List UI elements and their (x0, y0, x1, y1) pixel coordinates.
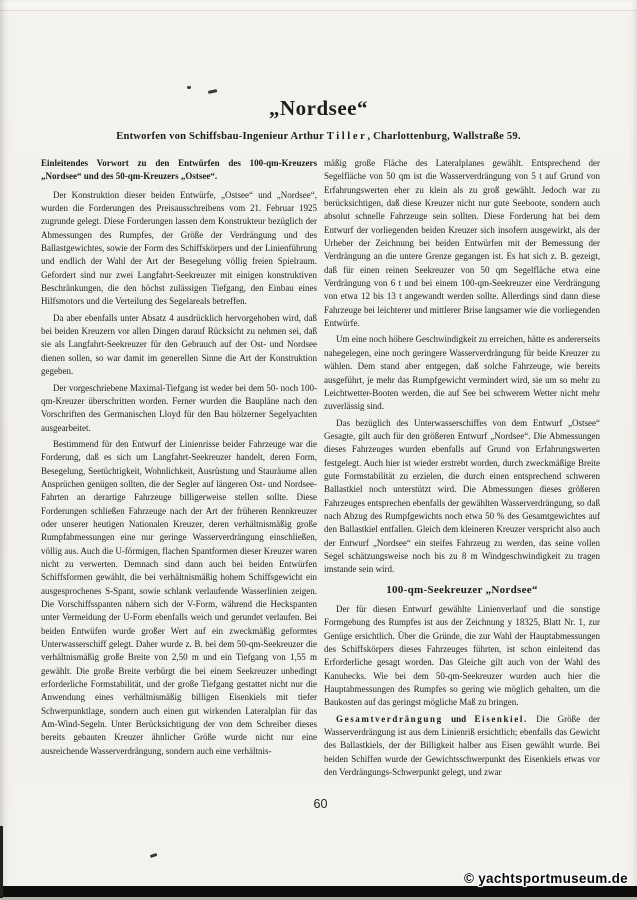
section-heading: 100-qm-Seekreuzer „Nordsee“ (386, 583, 538, 596)
page-subtitle (0, 131, 637, 142)
right-column (324, 157, 600, 782)
page-number: 60 (313, 797, 328, 811)
scan-top-edge (0, 10, 637, 11)
body-paragraph: Der vorgeschriebene Maximal-Tiefgang ist weder bei dem 50- noch 100-qm-Kreuzer überschritten worden. Ferner wurden die Baupläne nach den Vorschriften des Germanischen Lloyd für den Bau hölzerner Segelyachten ausgearbeitet. (41, 382, 317, 433)
body-paragraph: Bestimmend für den Entwurf der Linienrisse beider Fahrzeuge war die Forderung, daß es sich um Langfahrt-Seekreuzer handelt, deren Form, Besegelung, Seetüchtigkeit, Wohnlichkeit, Ausrüstung und Stauräume allen Ansprüchen genügen sollten, die der Segler auf längeren Ost- und Nordsee-Fahrten an derartige Fahrzeuge billigerweise stellen sollte. Diese Forderungen schließen Fahrzeuge nach der Art der früheren Rennkreuzer oder unserer heutigen Nationalen Kreuzer, deren verhältnismäßig große Rumpfabmessungen eine nur geringe Wasserverdrängung einschließen, völlig aus. Auch die U-förmigen, flachen Spantformen dieser Kreuzer waren nicht zu verwerten. Demnach sind dann auch bei beiden Entwürfen Schiffsformen gewählt, die bei verhältnismäßig hohem Schiffsgewicht ein ausgesprochenes S-Spant, sowie schlank verlaufende Wasserlinien zeigen. Die Vorschiffsspanten nähern sich der V-Form, während die Heckspanten unter Vermeidung der U-Form ebenfalls weich und gerundet verlaufen. Bei beiden Entwüfen wurde großer Wert auf ein zweckmäßig geformtes Unterwasserschiff gelegt. Daher wurde z. B. bei dem 50-qm-Seekreuzer die verhältnismäßig große Breite von 2,50 m und ein Tiefgang von 1,55 m gewählt. Die große Breite verbürgt die bei einem Seekreuzer unbedingt erforderliche Formstabilität, und der große Tiefgang gestattet nicht nur die Anwendung eines verhältnismäßig billigen Eisenkiels mit tiefer Schwerpunktlage, sondern auch einen gut wirkenden Lateralplan für das Am-Wind-Segeln. Unter Berücksichtigung der von dem Schreiber dieses bereits gebauten Kreuzer ähnlicher Größe wurde nicht nur eine ausreichende Wasserverdrängung, sondern auch eine verhältnis- (41, 438, 317, 756)
scan-artifact-speck (187, 86, 191, 89)
paragraph-lead-word: Eisenkiel. (474, 713, 528, 724)
body-paragraph: Um eine noch höhere Geschwindigkeit zu erreichen, hätte es andererseits nahegelegen, eine noch geringere Wasserverdrängung für beide Kreuzer zu wählen. Dem stand aber entgegen, daß solche Fahrzeuge, wie bereits ausgeführt, je mehr das Rumpfgewicht vermindert wird, sie um so mehr zu Leichtwetter-Booten werden, die auf See bei schwerem Wetter nicht mehr zuverlässig sind. (324, 334, 600, 412)
left-column (41, 157, 317, 782)
paragraph-lead-word: Gesamtverdrängung (336, 713, 443, 724)
paragraph-lead-sep: und (442, 713, 475, 724)
scan-artifact-speck (150, 853, 157, 858)
scan-artifact-speck (208, 89, 217, 93)
body-paragraph: Der für diesen Entwurf gewählte Linienverlauf und die sonstige Formgebung des Rumpfes ist aus der Zeichnung y 18325, Blatt Nr. 1, zur Genüge ersichtlich. Über die Gründe, die zur Wahl der Hauptabmessungen des Schiffskörpers dieses Fahrzeuges führten, ist schon einleitend das Erforderliche gesagt worden. Das Gleiche gilt auch von der Wahl des Kanuhecks. Wie bei dem 50-qm-Seekreuzer wurden auch hier die Hauptabmessungen des Rumpfes so gering wie möglich gehalten, um die Baukosten auf das geringst mögliche Maß zu bringen. (324, 604, 600, 708)
text-columns (41, 157, 600, 782)
scan-left-edge-artifact (0, 826, 3, 898)
body-paragraph-eisenkiel (324, 713, 600, 780)
watermark: © yachtsportmuseum.de (463, 871, 628, 886)
intro-paragraph: Einleitendes Vorwort zu den Entwürfen des 100-qm-Kreuzers „Nordsee“ und des 50-qm-Kreuzers „Ostsee“. (41, 158, 317, 182)
body-paragraph: Das bezüglich des Unterwasserschiffes von dem Entwurf „Ostsee“ Gesagte, gilt auch für den größeren Entwurf „Nordsee“. Die Abmessungen dieses Fahrzeuges wurden ebenfalls auf Grund von Erfahrungswerten festgelegt. Auch hier ist wieder erstrebt worden, durch zweckmäßige Breite gute Formstabilität zu erzielen, die durch einen entsprechend schweren Ballastkiel noch unterstützt wird. Die Abmessungen dieses größeren Fahrzeuges entsprechen ebenfalls der gewählten Wasserverdrängung, so daß nach Abzug des Rumpfgewichts noch etwa 50 % des Gesamtgewichtes auf den Ballastkiel entfallen. Gleich dem kleineren Kreuzer verspricht also auch der Entwurf „Nordsee“ ein steifes Fahrzeug zu werden, das seine vollen Segel schätzungsweise noch bis zu 8 m Windgeschwindigkeit zu tragen imstande sein wird. (324, 417, 600, 575)
body-paragraph-continuation: mäßig große Fläche des Lateralplanes gewählt. Entsprechend der Segelfläche von 50 qm ist die Wasserverdrängung von 5 t auf Grund von Erfahrungswerten eher zu klein als zu groß gewählt. Jedoch war zu berücksichtigen, daß diese Kreuzer nicht nur gute Seeboote, sondern auch absolut schnelle Fahrzeuge sein sollten. Diese Forderung hat bei dem Entwurf der vorliegenden beiden Kreuzer sich insofern ausgewirkt, als der Urheber der Zeichnung bei beiden Entwürfen mit der Bemessung der Verdrängung an die untere Grenze gegangen ist. Es hat sich z. B. gezeigt, daß für einen reinen Seekreuzer von 50 qm Segelfläche etwa eine Verdrängung von 6 t und bei einem 100-qm-Seekreuzer eine Verdrängung von etwa 12 bis 13 t angewandt werden sollte. Allerdings sind dann diese Fahrzeuge bei leichterer und mittlerer Brise langsamer wie die vorliegenden Entwürfe. (324, 158, 600, 329)
scan-bottom-band (0, 886, 637, 897)
subtitle-text-pre: Entworfen von Schiffsbau-Ingenieur Arthur (116, 131, 327, 142)
paragraph-body-text: Die Größe der Wasserverdrängung ist aus dem Linienriß ersichtlich; ebenfalls das Gewicht des Ballastkiels, der der Billigkeit halber aus Eisen gewählt wurde. Bei beiden Schiffen wurde der Gewichtsschwerpunkt des Eisenkiels etwas vor den Verdrängungs-Schwerpunkt gelegt, und zwar (324, 713, 600, 778)
body-paragraph: Der Konstruktion dieser beiden Entwürfe, „Ostsee“ und „Nordsee“, wurden die Forderungen des Preisausschreibens vom 21. Februar 1925 zugrunde gelegt. Diese Forderungen lassen dem Konstrukteur bezüglich der Abmessungen des Rumpfes, der Größe der Verdrängung und des Ballastgewichtes, sowie der Form des Schiffskörpers und der Linienführung und endlich der Wahl der Art der Besegelung völlig freien Spielraum. Gefordert sind nur zwei Langfahrt-Seekreuzer mit einigen konstruktiven Beschränkungen, die den höchst zulässigen Tiefgang, den Einbau eines Hilfsmotors und die Verteilung des Segelareals betreffen. (41, 189, 317, 307)
body-paragraph: Da aber ebenfalls unter Absatz 4 ausdrücklich hervorgehoben wird, daß bei beiden Kreuzern vor allen Dingen darauf Rücksicht zu nehmen sei, daß sie als Langfahrt-Seekreuzer für den Gebrauch auf der Ost- und Nordsee dienen sollen, so war damit im generellen Sinne die Art der Konstruktion gegeben. (41, 312, 317, 377)
subtitle-text-post: , Charlottenburg, Wallstraße 59. (367, 131, 521, 142)
page-title: „Nordsee“ (269, 96, 368, 120)
subtitle-author-name: Tiller (326, 131, 368, 142)
